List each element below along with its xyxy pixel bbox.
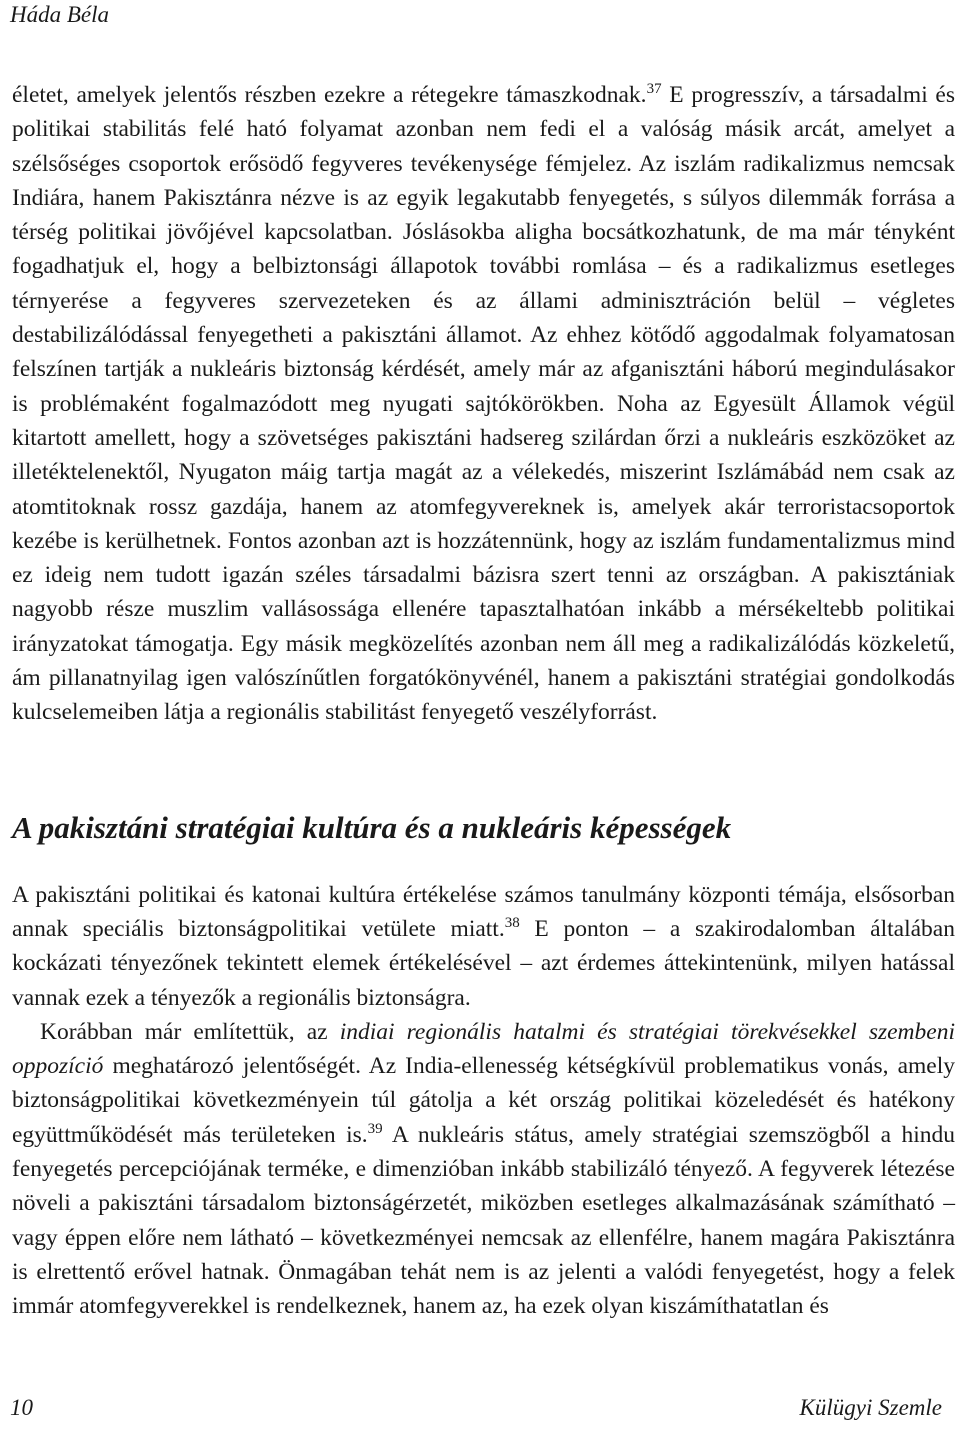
body-paragraph-3 — [12, 1015, 955, 1324]
footnote-ref-38: 38 — [504, 915, 520, 932]
paragraph-3-text-b: meghatározó jelentőségét. Az India-ellenesség kétségkívül problematikus vonás, amely biztonságpolitikai következményein túl gátolja a két ország politikai közeledését és hatékony együttműködését más területeken is. — [12, 1053, 955, 1148]
running-head-author: Háda Béla — [10, 2, 110, 27]
paragraph-3-text-c: A nukleáris státus, amely stratégiai szemszögből a hindu fenyegetés percepciójának terméke, e dimenzióban inkább stabilizáló tényező. A fegyverek létezése növeli a pakisztáni társadalom biztonságérzetét, miközben esetleges alkalmazásának számítható – vagy éppen előre nem látható – következményei nemcsak az ellenfélre, hanem magára Pakisztánra is elrettentő erővel hatnak. Önmagában tehát nem is az jelenti a valódi fenyegetést, hogy a felek immár atomfegyverekkel is rendelkeznek, hanem az, ha ezek olyan kiszámíthatatlan és — [12, 1121, 956, 1320]
footnote-ref-37: 37 — [646, 81, 662, 98]
paragraph-3-text-a: Korábban már említettük, az — [40, 1018, 340, 1045]
body-paragraph-2 — [12, 878, 955, 1015]
paragraph-3-emphasis: indiai regionális hatalmi és stratégiai törekvésekkel szembeni oppozíció — [12, 1018, 955, 1080]
page-body — [12, 78, 955, 1324]
section-heading: A pakisztáni stratégiai kultúra és a nukleáris képességek — [12, 809, 732, 845]
journal-name: Külügyi Szemle — [799, 1395, 942, 1420]
paragraph-1-text-a: életet, amelyek jelentős részben ezekre a rétegekre támaszkodnak. — [12, 82, 647, 108]
footnote-ref-39: 39 — [367, 1120, 383, 1137]
paragraph-2-text-b: E ponton – a szakirodalomban általában kockázati tényezőnek tekintett elemek értékelésével – azt érdemes áttekintenünk, milyen hatással vannak ezek a tényezők a regionális biztonságra. — [12, 915, 955, 1011]
body-paragraph-1 — [12, 78, 955, 730]
paragraph-1-text-b: E progresszív, a társadalmi és politikai stabilitás felé ható folyamat azonban nem fedi el a valóság másik arcát, amelyet a szélsőséges csoportok erősödő fegyveres tevékenysége fémjelez. Az iszlám radikalizmus nemcsak Indiára, hanem Pakisztánra nézve is az egyik legakutabb fenyegetés, s súlyos dilemmák forrása a térség politikai jövőjével kapcsolatban. Jóslásokba aligha bocsátkozhatunk, de ma már tényként fogadhatjuk el, hogy a belbiztonsági állapotok további romlása – és a radikalizmus esetleges térnyerése a fegyveres szervezeteken és az állami adminisztráción belül – végletes destabilizálódással fenyegetheti a pakisztáni államot. Az ehhez kötődő aggodalmak folyamatosan felszínen tartják a nukleáris biztonság kérdését, amely már az afganisztáni háború megindulásakor is problémaként fogalmazódott meg nyugati sajtókörökben. Noha az Egyesült Államok végül kitartott amellett, hogy a szövetséges pakisztáni hadsereg szilárdan őrzi a nukleáris eszközöket az illetéktelenektől, Nyugaton máig tartja magát az a vélekedés, miszerint Iszlámábád nem csak az atomtitoknak rossz gazdája, hanem az atomfegyvereknek is, amelyek akár terroristacsoportok kezébe is kerülhetnek. Fontos azonban azt is hozzátennünk, hogy az iszlám fundamentalizmus mind ez ideig nem tudott igazán széles társadalmi bázisra szert tenni az országban. A pakisztániak nagyobb része muszlim vallásossága ellenére tapasztalhatóan inkább a mérsékeltebb politikai irányzatokat támogatja. Egy másik megközelítés azonban nem áll meg a radikalizálódás közkeletű, ám pillanatnyilag igen valószínűtlen forgatókönyvénél, hanem a pakisztáni stratégiai gondolkodás kulcselemeiben látja a regionális stabilitást fenyegető veszélyforrást. — [12, 82, 955, 726]
page-number: 10 — [10, 1395, 33, 1420]
paragraph-2-text-a: A pakisztáni politikai és katonai kultúra értékelése számos tanulmány központi témája, elsősorban annak speciális biztonságpolitikai vetülete miatt. — [12, 881, 955, 942]
